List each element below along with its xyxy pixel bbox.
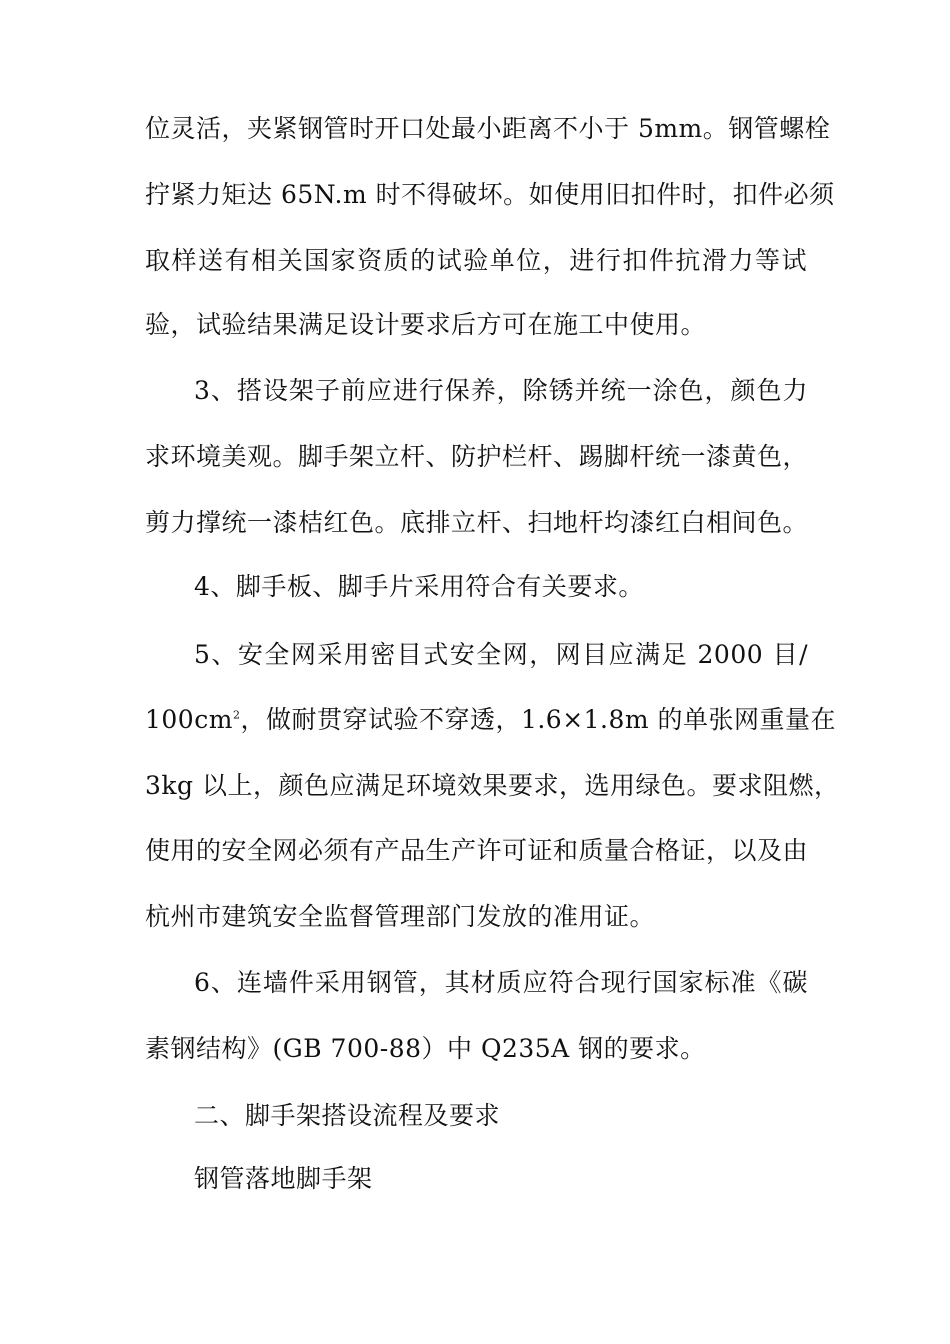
item-3-line: 3、搭设架子前应进行保养，除锈并统一涂色，颜色力 <box>194 376 808 405</box>
item-5-line: 5、安全网采用密目式安全网，网目应满足 2000 目/ <box>194 640 808 669</box>
paragraph-line: 验，试验结果满足设计要求后方可在施工中使用。 <box>145 310 707 339</box>
item-6-line: 6、连墙件采用钢管，其材质应符合现行国家标准《碳 <box>194 968 808 997</box>
item-6-line: 素钢结构》(GB 700-88）中 Q235A 钢的要求。 <box>145 1034 706 1063</box>
paragraph-line: 取样送有相关国家资质的试验单位，进行扣件抗滑力等试 <box>145 246 807 275</box>
item-3-line: 求环境美观。脚手架立杆、防护栏杆、踢脚杆统一漆黄色， <box>145 442 809 471</box>
item-3-line: 剪力撑统一漆桔红色。底排立杆、扫地杆均漆红白相间色。 <box>145 508 809 537</box>
item-5-line: 使用的安全网必须有产品生产许可证和质量合格证，以及由 <box>145 836 809 865</box>
section-heading: 二、脚手架搭设流程及要求 <box>194 1101 501 1130</box>
item-5-line <box>145 700 837 740</box>
item-4-line: 4、脚手板、脚手片采用符合有关要求。 <box>194 572 644 601</box>
paragraph-line: 位灵活，夹紧钢管时开口处最小距离不小于 5mm。钢管螺栓 <box>145 114 831 143</box>
item-5-text: ，做耐贯穿试验不穿透，1.6×1.8m 的单张网重量在 <box>240 705 837 734</box>
area-unit: 100cm <box>145 705 233 734</box>
superscript-two: 2 <box>232 708 241 722</box>
subheading: 钢管落地脚手架 <box>194 1164 373 1193</box>
item-5-line: 3kg 以上，颜色应满足环境效果要求，选用绿色。要求阻燃， <box>145 771 840 800</box>
paragraph-line: 拧紧力矩达 65N.m 时不得破坏。如使用旧扣件时，扣件必须 <box>145 180 835 209</box>
item-5-line: 杭州市建筑安全监督管理部门发放的准用证。 <box>145 902 656 931</box>
